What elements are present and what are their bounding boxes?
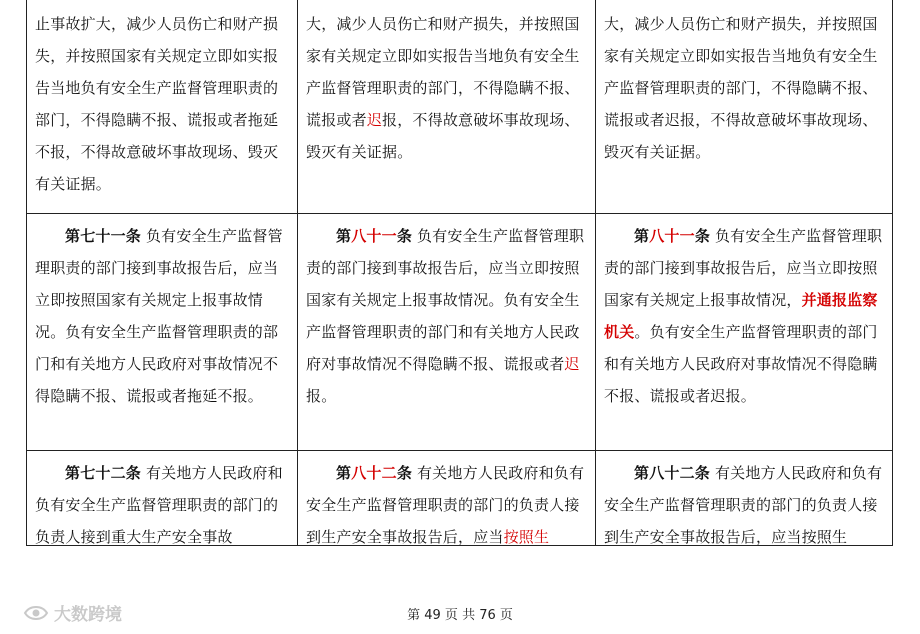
text-run: 条 <box>396 227 413 245</box>
text-run: 负有安全生产监督管理职责的部门接到事故报告后，应当立即按照国家有关规定上报事故情况。负有安全生产监督管理职责的部门和有关地方人民政府对事故情况不得隐瞒不报、谎报或者拖延不报。 <box>35 227 283 405</box>
table-cell <box>27 214 297 450</box>
text-run: 第七十二条 <box>65 464 142 482</box>
text-run: 按照生 <box>503 528 550 545</box>
text-run: 第七十一条 <box>65 227 142 245</box>
text-run: 报。 <box>306 387 337 405</box>
text-run: 负有安全生产监督管理职责的部门接到事故报告后，应当立即按照国家有关规定上报事故情况。负有安全生产监督管理职责的部门和有关地方人民政府对事故情况不得隐瞒不报、谎报或者 <box>306 227 585 373</box>
table-cell <box>595 0 892 213</box>
text-run: 第八十二条 <box>634 464 711 482</box>
table-cell <box>27 451 297 545</box>
text-run: 八十二 <box>351 464 397 482</box>
table-cell <box>297 451 595 545</box>
text-run: 第 <box>634 227 650 245</box>
text-run: 条 <box>396 464 413 482</box>
table-row <box>27 213 892 450</box>
text-run: 报，不得故意破坏事故现场、毁灭有关证据。 <box>306 111 580 161</box>
table-cell <box>297 214 595 450</box>
table-cell <box>595 451 892 545</box>
page-number: 第 49 页 共 76 页 <box>407 608 513 623</box>
text-run: 大，减少人员伤亡和财产损失，并按照国家有关规定立即如实报告当地负有安全生产监督管理职责的部门，不得隐瞒不报、谎报或者 <box>306 15 580 129</box>
table-row <box>27 0 892 213</box>
text-run: 并通报监察机关 <box>604 291 878 341</box>
text-run: 第 <box>336 464 352 482</box>
text-run: 八十一 <box>649 227 695 245</box>
watermark-text: 大数跨境 <box>54 605 122 625</box>
table-row <box>27 450 892 545</box>
text-run: 条 <box>694 227 711 245</box>
table-cell <box>595 214 892 450</box>
text-run: 有关地方人民政府和负有安全生产监督管理职责的部门的负责人接到重大生产安全事故 <box>35 464 283 545</box>
text-run: 迟 <box>366 111 383 129</box>
text-run: 八十一 <box>351 227 397 245</box>
text-run: 迟 <box>564 355 580 373</box>
text-run: 负有安全生产监督管理职责的部门接到事故报告后，应当立即按照国家有关规定上报事故情况， <box>604 227 883 309</box>
table-cell <box>27 0 297 213</box>
text-run: 有关地方人民政府和负有安全生产监督管理职责的部门的负责人接到生产安全事故报告后，应当按照生 <box>604 464 883 545</box>
text-run: 第 <box>336 227 352 245</box>
text-run: 。负有安全生产监督管理职责的部门和有关地方人民政府对事故情况不得隐瞒不报、谎报或者迟报。 <box>604 323 878 405</box>
comparison-table <box>26 0 893 546</box>
text-run: 大，减少人员伤亡和财产损失，并按照国家有关规定立即如实报告当地负有安全生产监督管理职责的部门，不得隐瞒不报、谎报或者迟报，不得故意破坏事故现场、毁灭有关证据。 <box>604 15 878 161</box>
text-run: 有关地方人民政府和负有安全生产监督管理职责的部门的负责人接到生产安全事故报告后，应当 <box>306 464 585 545</box>
table-cell <box>297 0 595 213</box>
text-run: 止事故扩大，减少人员伤亡和财产损失，并按照国家有关规定立即如实报告当地负有安全生产监督管理职责的部门，不得隐瞒不报、谎报或者拖延不报，不得故意破坏事故现场、毁灭有关证据。 <box>35 15 279 193</box>
